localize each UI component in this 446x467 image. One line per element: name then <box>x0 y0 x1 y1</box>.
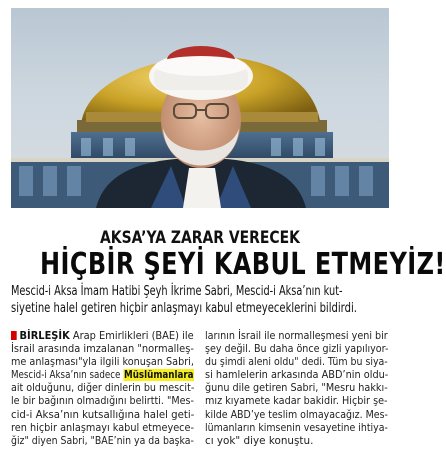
body-line: ren hiçbir anlaşmayı kabul etmeyece- <box>11 421 194 434</box>
body-text: Mescid-i Aksa’nın sadece <box>11 369 124 382</box>
body-line: şey değil. Bu daha önce gizli yapılıyor- <box>205 343 389 356</box>
body-line: me anlaşması"yla ilgili konuşan Sabri, <box>11 356 194 369</box>
body-text: Arap Emirlikleri (BAE) ile <box>69 330 194 342</box>
body-line: larının İsrail ile normalleşmesi yeni bir <box>205 330 388 342</box>
body-line: ait olduğunu, diğer dinlerin bu mescit- <box>11 382 195 395</box>
body-line: le bir bağının olmadığını belirtti. "Mes- <box>11 395 194 408</box>
body-line: si hamlelerin arkasında ABD’nin oldu- <box>205 369 389 382</box>
body-line: ğiz" diyen Sabri, "BAE’nin ya da başka- <box>11 434 194 447</box>
body-line: kilde ABD’ye teslim olmayacağız. Mes- <box>205 408 388 421</box>
dateline-marker <box>11 331 17 340</box>
article-headline: HİÇBİR ŞEYİ KABUL ETMEYİZ! <box>40 247 446 282</box>
body-line: lümanların kimsenin vesayetine ihtiya- <box>205 421 388 434</box>
article-body-left <box>11 330 194 448</box>
body-line <box>11 330 194 343</box>
spot-line: siyetine halel getiren hiçbir anlaşmayı kabul etmeyeceklerini bildirdi. <box>11 301 357 316</box>
body-line <box>11 369 194 382</box>
body-line: cı yok" diye konuştu. <box>205 434 314 447</box>
dateline: BİRLEŞİK <box>19 330 70 342</box>
body-line: ğunu dile getiren Sabri, "Mesru hakkı- <box>205 382 388 395</box>
body-line: cid-i Aksa’nın kutsallığına halel geti- <box>11 408 195 421</box>
highlighted-word: Müslümanlara <box>124 369 194 382</box>
photo-illustration <box>11 8 389 208</box>
body-line: mız kıyamete kadar bakidir. Hiçbir şe- <box>205 395 388 408</box>
spot-line: Mescid-i Aksa İmam Hatibi Şeyh İkrime Sabri, Mescid-i Aksa’nın kut- <box>11 284 343 299</box>
body-line: du şimdi aleni oldu" dedi. Tüm bu siya- <box>205 356 388 369</box>
article-kicker: AKSA’YA ZARAR VERECEK <box>100 228 300 248</box>
article-spot <box>11 283 389 317</box>
body-line: İsrail arasında imzalanan "normalleş- <box>11 343 194 356</box>
article-body-right <box>205 330 388 448</box>
article-photo <box>11 8 389 208</box>
